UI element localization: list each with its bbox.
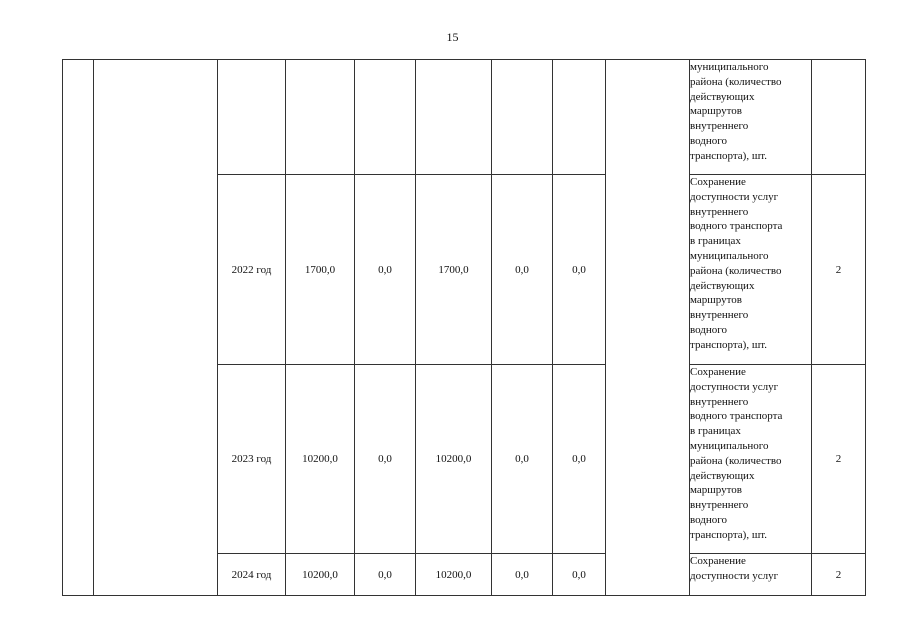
federal-budget-cell bbox=[355, 554, 416, 596]
local-budget-cell bbox=[492, 60, 553, 175]
federal-budget-cell bbox=[355, 175, 416, 365]
target-value-cell bbox=[812, 175, 866, 365]
target-value-cell bbox=[812, 60, 866, 175]
total-funding-cell bbox=[286, 60, 355, 175]
total-funding-cell bbox=[286, 554, 355, 596]
total-funding-value: 1700,0 bbox=[304, 263, 336, 276]
local-budget-value: 0,0 bbox=[515, 453, 529, 465]
year-label: 2023 год bbox=[231, 453, 272, 465]
indicator-text: муниципального района (количество действующих маршрутов внутреннего водного транспорта), шт. bbox=[690, 61, 782, 162]
row-number-cell bbox=[63, 60, 94, 596]
year-label: 2022 год bbox=[231, 263, 272, 276]
indicator-cell bbox=[690, 175, 812, 365]
local-budget-cell bbox=[492, 365, 553, 554]
regional-budget-cell bbox=[416, 60, 492, 175]
other-sources-cell bbox=[553, 60, 606, 175]
other-sources-cell bbox=[553, 365, 606, 554]
target-value: 2 bbox=[835, 263, 842, 276]
year-cell bbox=[218, 175, 286, 365]
target-value: 2 bbox=[835, 453, 842, 465]
local-budget-cell bbox=[492, 175, 553, 365]
regional-budget-cell bbox=[416, 554, 492, 596]
target-value: 2 bbox=[835, 568, 842, 581]
measure-name-cell bbox=[94, 60, 218, 596]
regional-budget-value: 10200,0 bbox=[435, 568, 472, 581]
local-budget-value: 0,0 bbox=[515, 568, 529, 581]
federal-budget-value: 0,0 bbox=[378, 263, 392, 276]
indicator-cell bbox=[690, 60, 812, 175]
other-sources-value: 0,0 bbox=[572, 568, 586, 581]
other-sources-value: 0,0 bbox=[572, 263, 586, 276]
program-table bbox=[62, 59, 866, 596]
federal-budget-cell bbox=[355, 365, 416, 554]
other-sources-value: 0,0 bbox=[572, 453, 586, 465]
table-row bbox=[63, 60, 866, 175]
regional-budget-value: 10200,0 bbox=[435, 453, 472, 465]
target-value-cell bbox=[812, 365, 866, 554]
federal-budget-value: 0,0 bbox=[378, 568, 392, 581]
indicator-text: Сохранение доступности услуг bbox=[690, 555, 779, 582]
indicator-cell bbox=[690, 554, 812, 596]
year-cell bbox=[218, 554, 286, 596]
total-funding-cell bbox=[286, 175, 355, 365]
page-number: 15 bbox=[446, 30, 459, 44]
year-label: 2024 год bbox=[231, 568, 272, 581]
total-funding-value: 10200,0 bbox=[302, 453, 338, 465]
local-budget-value: 0,0 bbox=[515, 263, 529, 276]
target-value-cell bbox=[812, 554, 866, 596]
federal-budget-cell bbox=[355, 60, 416, 175]
regional-budget-value: 1700,0 bbox=[438, 263, 469, 276]
executor-cell bbox=[606, 60, 690, 596]
indicator-cell bbox=[690, 365, 812, 554]
year-cell bbox=[218, 60, 286, 175]
regional-budget-cell bbox=[416, 365, 492, 554]
indicator-text: Сохранение доступности услуг внутреннего водного транспорта в границах муниципального района (количество действующих маршрутов внутреннего водного транспорта), шт. bbox=[690, 176, 783, 351]
total-funding-value: 10200,0 bbox=[302, 568, 338, 581]
local-budget-cell bbox=[492, 554, 553, 596]
total-funding-cell bbox=[286, 365, 355, 554]
regional-budget-cell bbox=[416, 175, 492, 365]
indicator-text: Сохранение доступности услуг внутреннего водного транспорта в границах муниципального района (количество действующих маршрутов внутреннего водного транспорта), шт. bbox=[690, 366, 783, 541]
other-sources-cell bbox=[553, 554, 606, 596]
federal-budget-value: 0,0 bbox=[378, 453, 392, 465]
year-cell bbox=[218, 365, 286, 554]
other-sources-cell bbox=[553, 175, 606, 365]
